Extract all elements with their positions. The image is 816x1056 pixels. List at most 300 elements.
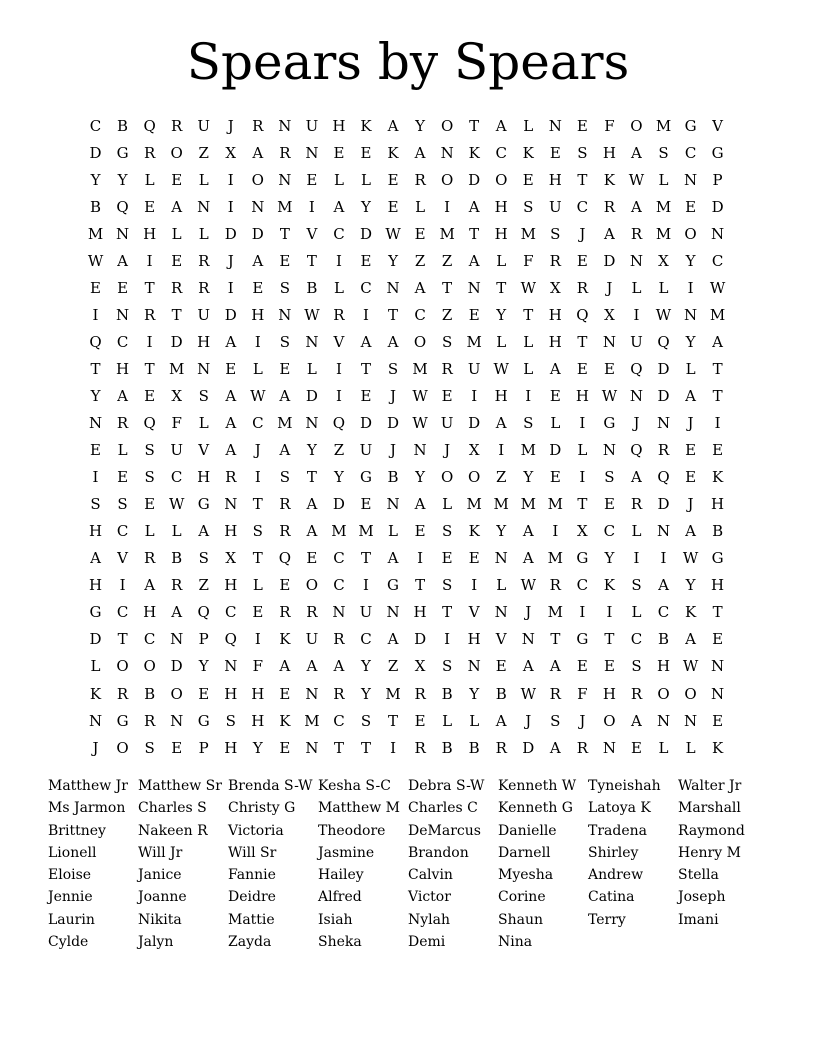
grid-letter: J: [579, 711, 586, 730]
grid-letter: L: [252, 359, 263, 378]
grid-letter: R: [225, 468, 237, 487]
grid-letter: D: [170, 657, 183, 676]
grid-letter: K: [522, 143, 534, 162]
grid-letter: C: [414, 305, 426, 324]
grid-letter: C: [603, 522, 616, 541]
grid-letter: T: [523, 305, 534, 324]
grid-letter: N: [683, 170, 698, 189]
grid-letter: T: [306, 251, 317, 270]
grid-letter: T: [442, 278, 453, 297]
word-list-item: Nylah: [408, 911, 450, 928]
grid-letter: E: [225, 359, 237, 378]
grid-letter: Y: [388, 251, 398, 270]
grid-letter: T: [252, 495, 263, 514]
grid-letter: D: [414, 630, 427, 649]
grid-letter: R: [495, 738, 507, 757]
grid-letter: W: [493, 359, 509, 378]
grid-letter: E: [387, 197, 399, 216]
grid-letter: S: [225, 711, 236, 730]
grid-letter: Y: [252, 738, 263, 757]
word-list-item: Shirley: [588, 844, 639, 861]
grid-letter: I: [444, 197, 451, 216]
grid-letter: E: [712, 630, 724, 649]
grid-letter: L: [658, 278, 669, 297]
grid-letter: N: [116, 224, 130, 243]
grid-letter: N: [656, 414, 671, 433]
grid-letter: L: [496, 332, 507, 351]
grid-letter: X: [225, 549, 237, 568]
word-list-item: Demi: [408, 934, 446, 951]
word-list-item: Terry: [588, 911, 626, 928]
grid-letter: D: [359, 224, 372, 243]
grid-letter: E: [279, 251, 291, 270]
word-list-item: Lionell: [48, 844, 97, 861]
grid-letter: I: [227, 170, 234, 189]
grid-letter: A: [712, 332, 724, 351]
grid-letter: K: [387, 143, 399, 162]
grid-letter: Z: [441, 251, 453, 270]
grid-letter: N: [711, 657, 725, 676]
grid-letter: Q: [332, 414, 346, 433]
grid-letter: B: [144, 684, 156, 703]
grid-letter: I: [579, 603, 586, 622]
grid-letter: E: [603, 359, 615, 378]
grid-letter: H: [251, 711, 265, 730]
grid-letter: M: [520, 441, 536, 460]
grid-letter: L: [90, 657, 101, 676]
grid-letter: S: [360, 711, 372, 730]
grid-letter: F: [252, 657, 264, 676]
grid-letter: W: [601, 386, 618, 405]
grid-letter: J: [92, 738, 99, 757]
word-list-item: Myesha: [498, 867, 554, 884]
grid-letter: N: [116, 305, 130, 324]
grid-letter: M: [439, 224, 455, 243]
grid-letter: A: [252, 251, 264, 270]
grid-letter: L: [658, 170, 669, 189]
grid-letter: C: [116, 332, 129, 351]
grid-letter: R: [333, 684, 345, 703]
word-list-item: Sheka: [318, 934, 362, 951]
grid-letter: E: [630, 738, 642, 757]
grid-letter: Y: [90, 386, 101, 405]
word-list-item: Nikita: [138, 911, 182, 928]
grid-letter: R: [657, 441, 670, 460]
grid-letter: W: [655, 305, 672, 324]
grid-letter: C: [657, 603, 670, 622]
grid-letter: T: [496, 278, 507, 297]
grid-letter: C: [333, 224, 345, 243]
grid-letter: E: [468, 305, 480, 324]
grid-letter: A: [631, 468, 642, 487]
grid-letter: I: [254, 332, 261, 351]
grid-letter: G: [387, 576, 400, 595]
grid-letter: E: [360, 495, 372, 514]
grid-letter: I: [579, 414, 586, 433]
grid-letter: N: [386, 495, 400, 514]
word-list-item: Jennie: [48, 889, 93, 906]
grid-letter: A: [414, 278, 426, 297]
grid-letter: E: [576, 359, 588, 378]
grid-letter: M: [277, 414, 293, 433]
grid-letter: S: [441, 657, 453, 676]
grid-letter: Q: [224, 630, 237, 649]
grid-letter: L: [523, 116, 534, 135]
word-list-item: Jasmine: [318, 844, 375, 861]
grid-letter: O: [116, 657, 129, 676]
grid-letter: Z: [414, 251, 426, 270]
grid-letter: D: [224, 305, 237, 324]
grid-letter: N: [656, 711, 671, 730]
grid-letter: E: [279, 738, 291, 757]
word-list-item: Ms Jarmon: [48, 800, 126, 817]
grid-letter: E: [360, 143, 372, 162]
word-list-item: DeMarcus: [408, 822, 481, 839]
grid-letter: E: [306, 170, 318, 189]
grid-letter: Y: [469, 684, 480, 703]
grid-letter: Q: [278, 549, 291, 568]
grid-letter: E: [468, 549, 480, 568]
grid-letter: W: [520, 576, 536, 595]
grid-letter: R: [116, 414, 129, 433]
grid-letter: E: [712, 711, 724, 730]
grid-letter: L: [306, 359, 317, 378]
grid-letter: E: [549, 386, 561, 405]
grid-letter: D: [387, 414, 400, 433]
word-list-item: Cylde: [48, 934, 89, 951]
grid-letter: X: [225, 143, 237, 162]
grid-letter: E: [171, 738, 183, 757]
grid-letter: I: [227, 197, 234, 216]
grid-letter: E: [171, 251, 183, 270]
grid-letter: N: [332, 603, 346, 622]
grid-letter: G: [197, 495, 210, 514]
grid-letter: I: [444, 630, 451, 649]
grid-letter: D: [332, 495, 345, 514]
grid-letter: D: [305, 386, 318, 405]
grid-letter: A: [549, 657, 561, 676]
grid-letter: L: [523, 359, 534, 378]
grid-letter: Z: [333, 441, 345, 460]
grid-letter: O: [495, 170, 508, 189]
grid-letter: L: [658, 738, 669, 757]
grid-letter: E: [90, 278, 101, 297]
grid-letter: M: [358, 522, 374, 541]
grid-letter: R: [116, 684, 129, 703]
word-list-item: Deidre: [228, 889, 276, 906]
grid-letter: W: [520, 684, 536, 703]
grid-letter: I: [363, 576, 369, 595]
grid-letter: S: [523, 197, 534, 216]
grid-letter: W: [682, 549, 699, 568]
grid-letter: S: [658, 143, 669, 162]
grid-letter: H: [197, 332, 211, 351]
grid-letter: H: [711, 495, 725, 514]
grid-letter: O: [603, 711, 616, 730]
grid-letter: M: [520, 495, 536, 514]
word-list-item: Laurin: [48, 911, 95, 928]
grid-letter: I: [92, 468, 99, 487]
grid-letter: Q: [657, 468, 670, 487]
grid-letter: C: [116, 603, 129, 622]
grid-letter: Z: [387, 657, 399, 676]
grid-letter: L: [415, 197, 426, 216]
grid-letter: I: [498, 441, 505, 460]
grid-letter: N: [197, 359, 211, 378]
grid-letter: C: [252, 414, 264, 433]
grid-letter: E: [144, 386, 156, 405]
grid-letter: N: [386, 278, 400, 297]
grid-letter: G: [576, 630, 589, 649]
grid-letter: U: [170, 441, 183, 460]
word-list-item: Victor: [408, 889, 451, 906]
grid-letter: J: [227, 251, 234, 270]
grid-letter: M: [412, 359, 428, 378]
grid-letter: H: [494, 386, 508, 405]
grid-letter: Y: [361, 197, 371, 216]
grid-letter: A: [333, 657, 345, 676]
word-list-item: Will Jr: [138, 844, 183, 861]
grid-letter: A: [225, 441, 237, 460]
word-list-item: Charles S: [138, 800, 207, 817]
grid-letter: M: [331, 522, 347, 541]
grid-letter: I: [687, 278, 694, 297]
grid-letter: S: [279, 278, 290, 297]
grid-letter: U: [467, 359, 481, 378]
grid-letter: L: [469, 711, 480, 730]
grid-letter: M: [655, 224, 672, 243]
grid-letter: E: [90, 441, 101, 460]
grid-letter: R: [576, 278, 589, 297]
grid-letter: W: [412, 414, 428, 433]
grid-letter: A: [631, 143, 642, 162]
grid-letter: M: [87, 224, 104, 243]
grid-letter: H: [494, 224, 508, 243]
word-list-item: Brittney: [48, 822, 106, 839]
word-list-item: Joseph: [678, 889, 726, 906]
grid-letter: A: [495, 711, 507, 730]
grid-letter: D: [89, 630, 102, 649]
grid-letter: R: [279, 603, 291, 622]
grid-letter: S: [198, 549, 209, 568]
grid-letter: R: [171, 278, 183, 297]
grid-letter: S: [144, 468, 155, 487]
grid-letter: L: [171, 224, 182, 243]
word-list-item: Theodore: [318, 822, 386, 839]
grid-letter: Q: [657, 332, 670, 351]
grid-letter: W: [520, 278, 536, 297]
grid-letter: J: [606, 278, 613, 297]
grid-letter: D: [468, 170, 481, 189]
grid-letter: Q: [630, 359, 643, 378]
grid-letter: C: [495, 143, 507, 162]
grid-letter: E: [144, 197, 156, 216]
grid-letter: I: [606, 603, 613, 622]
grid-letter: T: [117, 630, 128, 649]
word-list-item: Alfred: [318, 889, 362, 906]
grid-letter: H: [548, 305, 562, 324]
grid-letter: F: [577, 684, 588, 703]
grid-letter: L: [333, 170, 344, 189]
grid-letter: G: [711, 143, 724, 162]
word-list-item: Stella: [678, 867, 719, 884]
grid-letter: T: [360, 359, 371, 378]
grid-letter: K: [603, 170, 616, 189]
grid-letter: I: [227, 278, 234, 297]
grid-letter: E: [387, 170, 399, 189]
grid-letter: A: [522, 522, 534, 541]
grid-letter: R: [630, 684, 643, 703]
grid-letter: I: [335, 386, 342, 405]
grid-letter: A: [549, 738, 561, 757]
grid-letter: I: [308, 197, 315, 216]
grid-letter: N: [413, 441, 427, 460]
grid-letter: E: [171, 170, 183, 189]
grid-letter: X: [577, 522, 588, 541]
grid-letter: E: [712, 441, 724, 460]
word-list-item: Kenneth W: [498, 778, 577, 794]
grid-letter: J: [227, 116, 234, 135]
grid-letter: R: [333, 630, 345, 649]
grid-letter: M: [547, 603, 563, 622]
grid-letter: M: [466, 495, 482, 514]
grid-letter: R: [414, 684, 426, 703]
grid-letter: L: [333, 278, 344, 297]
grid-letter: A: [252, 143, 264, 162]
grid-letter: I: [660, 549, 667, 568]
grid-letter: L: [171, 522, 182, 541]
grid-letter: M: [709, 305, 726, 324]
grid-letter: A: [468, 251, 480, 270]
grid-letter: O: [170, 684, 183, 703]
grid-letter: R: [306, 603, 318, 622]
word-list-item: Raymond: [678, 822, 745, 839]
grid-letter: C: [576, 197, 589, 216]
grid-letter: T: [252, 549, 263, 568]
grid-letter: B: [171, 549, 183, 568]
grid-letter: R: [198, 251, 210, 270]
grid-letter: W: [250, 386, 266, 405]
grid-letter: T: [577, 170, 588, 189]
grid-letter: A: [495, 116, 507, 135]
grid-letter: J: [525, 603, 532, 622]
grid-letter: L: [144, 522, 155, 541]
grid-letter: R: [252, 116, 264, 135]
grid-letter: E: [117, 468, 129, 487]
grid-letter: C: [333, 711, 345, 730]
grid-letter: E: [549, 143, 561, 162]
grid-letter: Q: [143, 414, 156, 433]
grid-letter: O: [305, 576, 319, 595]
grid-letter: N: [602, 332, 616, 351]
grid-letter: S: [279, 332, 290, 351]
grid-letter: E: [279, 576, 291, 595]
grid-letter: H: [494, 197, 508, 216]
grid-letter: B: [657, 630, 670, 649]
grid-letter: O: [657, 684, 670, 703]
grid-letter: R: [603, 197, 616, 216]
grid-letter: Z: [496, 468, 507, 487]
grid-letter: Z: [198, 143, 209, 162]
grid-letter: T: [712, 359, 723, 378]
word-list-item: Eloise: [48, 867, 92, 884]
grid-letter: R: [630, 224, 643, 243]
grid-letter: I: [633, 305, 640, 324]
grid-letter: A: [144, 576, 156, 595]
grid-letter: H: [332, 116, 346, 135]
grid-letter: L: [117, 441, 128, 460]
grid-letter: I: [390, 738, 396, 757]
grid-letter: L: [442, 495, 453, 514]
grid-letter: N: [305, 143, 319, 162]
grid-letter: B: [90, 197, 102, 216]
grid-letter: T: [469, 116, 480, 135]
grid-letter: I: [552, 522, 559, 541]
grid-letter: L: [198, 170, 209, 189]
grid-letter: E: [360, 386, 372, 405]
grid-letter: S: [604, 468, 615, 487]
grid-letter: M: [547, 495, 563, 514]
grid-letter: L: [496, 576, 507, 595]
grid-letter: F: [523, 251, 534, 270]
grid-letter: J: [390, 386, 397, 405]
grid-letter: X: [658, 251, 669, 270]
grid-letter: B: [468, 738, 480, 757]
grid-letter: G: [116, 711, 129, 730]
grid-letter: W: [87, 251, 104, 270]
grid-letter: Y: [415, 116, 426, 135]
grid-letter: J: [687, 414, 694, 433]
grid-letter: E: [117, 278, 129, 297]
grid-letter: A: [685, 630, 696, 649]
grid-letter: N: [602, 738, 616, 757]
grid-letter: A: [631, 197, 642, 216]
word-list-item: Matthew Jr: [48, 778, 128, 794]
grid-letter: K: [468, 143, 480, 162]
grid-letter: E: [279, 359, 291, 378]
grid-letter: K: [468, 522, 480, 541]
word-list-item: Marshall: [678, 800, 741, 817]
grid-letter: A: [387, 630, 399, 649]
grid-letter: A: [225, 386, 237, 405]
grid-letter: Y: [415, 468, 426, 487]
grid-letter: S: [90, 495, 101, 514]
grid-letter: L: [361, 170, 371, 189]
grid-letter: J: [390, 441, 397, 460]
grid-letter: I: [335, 359, 342, 378]
grid-letter: C: [116, 522, 129, 541]
grid-letter: S: [198, 386, 209, 405]
grid-letter: N: [629, 251, 644, 270]
grid-letter: A: [90, 549, 101, 568]
grid-letter: V: [117, 549, 128, 568]
grid-letter: V: [468, 603, 480, 622]
grid-letter: G: [603, 414, 616, 433]
grid-letter: N: [711, 224, 725, 243]
grid-letter: J: [525, 711, 532, 730]
grid-letter: S: [144, 738, 155, 757]
word-list-item: Zayda: [228, 934, 272, 951]
grid-letter: D: [359, 414, 372, 433]
grid-letter: D: [657, 386, 670, 405]
grid-letter: R: [143, 143, 156, 162]
grid-letter: H: [711, 576, 725, 595]
grid-letter: S: [631, 657, 642, 676]
word-list-item: Nina: [498, 934, 533, 951]
grid-letter: T: [577, 495, 588, 514]
grid-letter: I: [525, 386, 532, 405]
grid-letter: O: [251, 170, 264, 189]
